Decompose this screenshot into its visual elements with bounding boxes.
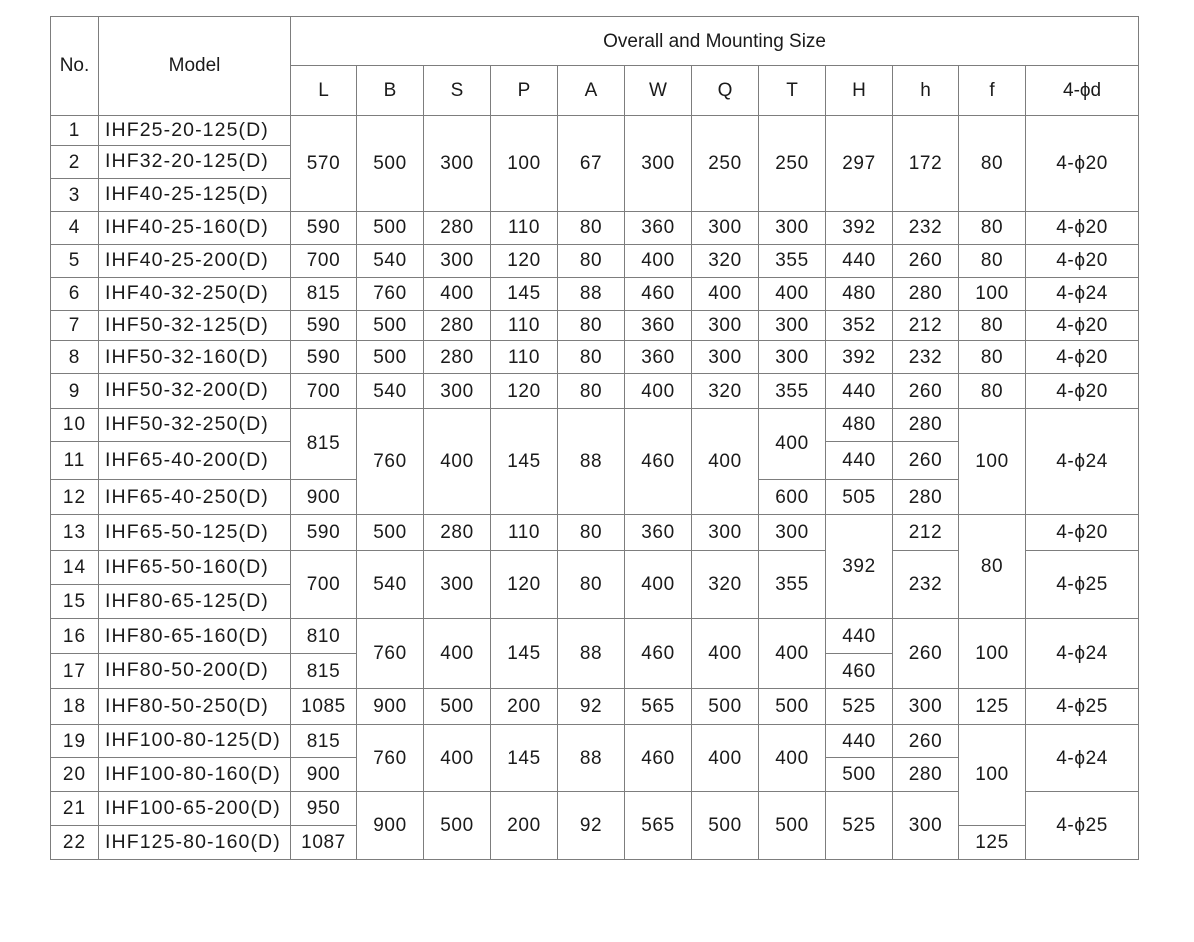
row-no: 21 (51, 792, 99, 825)
cell-B: 500 (357, 341, 424, 374)
cell-T: 400 (759, 277, 826, 310)
cell-H: 392 (826, 212, 893, 244)
cell-d: 4-ϕ25 (1026, 550, 1139, 618)
cell-Q: 320 (692, 374, 759, 408)
cell-d: 4-ϕ20 (1026, 311, 1139, 341)
cell-P: 100 (491, 115, 558, 212)
cell-h: 260 (893, 244, 959, 277)
cell-f: 80 (959, 212, 1026, 244)
cell-S: 280 (424, 341, 491, 374)
cell-H: 297 (826, 115, 893, 212)
cell-A: 80 (558, 341, 625, 374)
cell-L: 700 (291, 374, 357, 408)
header-col: A (558, 66, 625, 115)
cell-P: 200 (491, 792, 558, 860)
cell-P: 110 (491, 311, 558, 341)
row-no: 14 (51, 550, 99, 584)
cell-S: 400 (424, 408, 491, 515)
cell-h: 232 (893, 341, 959, 374)
cell-S: 300 (424, 374, 491, 408)
cell-Q: 300 (692, 311, 759, 341)
cell-d: 4-ϕ24 (1026, 277, 1139, 310)
header-col: S (424, 66, 491, 115)
cell-f: 125 (959, 688, 1026, 724)
cell-h: 280 (893, 408, 959, 441)
cell-S: 500 (424, 792, 491, 860)
header-col: L (291, 66, 357, 115)
cell-H: 440 (826, 619, 893, 654)
row-no: 3 (51, 179, 99, 212)
cell-S: 400 (424, 619, 491, 688)
cell-T: 355 (759, 374, 826, 408)
cell-A: 67 (558, 115, 625, 212)
cell-h: 172 (893, 115, 959, 212)
header-col: h (893, 66, 959, 115)
cell-A: 80 (558, 515, 625, 550)
row-model: IHF80-50-250(D) (99, 688, 291, 724)
header-col: T (759, 66, 826, 115)
cell-P: 200 (491, 688, 558, 724)
cell-h: 260 (893, 619, 959, 688)
cell-H: 392 (826, 341, 893, 374)
cell-d: 4-ϕ20 (1026, 115, 1139, 212)
row-no: 16 (51, 619, 99, 654)
cell-A: 88 (558, 619, 625, 688)
cell-A: 80 (558, 212, 625, 244)
cell-h: 280 (893, 277, 959, 310)
cell-B: 500 (357, 515, 424, 550)
cell-Q: 320 (692, 244, 759, 277)
header-no: No. (51, 17, 99, 116)
cell-P: 145 (491, 277, 558, 310)
cell-d: 4-ϕ20 (1026, 374, 1139, 408)
cell-B: 760 (357, 619, 424, 688)
row-model: IHF32-20-125(D) (99, 145, 291, 178)
cell-h: 300 (893, 688, 959, 724)
cell-Q: 300 (692, 212, 759, 244)
cell-H: 500 (826, 758, 893, 792)
row-no: 22 (51, 825, 99, 859)
row-model: IHF65-50-160(D) (99, 550, 291, 584)
cell-A: 80 (558, 244, 625, 277)
row-model: IHF100-65-200(D) (99, 792, 291, 825)
cell-T: 300 (759, 515, 826, 550)
cell-f: 80 (959, 515, 1026, 619)
cell-W: 460 (625, 724, 692, 791)
cell-f: 100 (959, 619, 1026, 688)
cell-H: 440 (826, 244, 893, 277)
cell-S: 300 (424, 115, 491, 212)
cell-B: 540 (357, 374, 424, 408)
cell-d: 4-ϕ20 (1026, 212, 1139, 244)
cell-S: 400 (424, 277, 491, 310)
header-col: P (491, 66, 558, 115)
cell-P: 120 (491, 374, 558, 408)
cell-Q: 400 (692, 619, 759, 688)
cell-P: 120 (491, 550, 558, 618)
cell-d: 4-ϕ25 (1026, 792, 1139, 860)
cell-f: 100 (959, 724, 1026, 825)
row-no: 5 (51, 244, 99, 277)
cell-A: 80 (558, 311, 625, 341)
header-col: H (826, 66, 893, 115)
row-model: IHF65-40-200(D) (99, 441, 291, 479)
cell-S: 280 (424, 212, 491, 244)
cell-H: 440 (826, 441, 893, 479)
cell-L: 570 (291, 115, 357, 212)
cell-T: 500 (759, 688, 826, 724)
row-model: IHF65-40-250(D) (99, 480, 291, 515)
cell-H: 440 (826, 374, 893, 408)
row-no: 13 (51, 515, 99, 550)
cell-Q: 250 (692, 115, 759, 212)
cell-W: 460 (625, 619, 692, 688)
cell-Q: 500 (692, 688, 759, 724)
cell-H: 392 (826, 515, 893, 619)
row-no: 6 (51, 277, 99, 310)
cell-T: 300 (759, 311, 826, 341)
cell-H: 505 (826, 480, 893, 515)
cell-f: 100 (959, 277, 1026, 310)
cell-T: 355 (759, 244, 826, 277)
cell-H: 440 (826, 724, 893, 757)
cell-h: 280 (893, 480, 959, 515)
cell-L: 590 (291, 515, 357, 550)
cell-Q: 300 (692, 515, 759, 550)
row-no: 9 (51, 374, 99, 408)
cell-L: 700 (291, 244, 357, 277)
cell-L: 590 (291, 311, 357, 341)
cell-S: 280 (424, 311, 491, 341)
cell-W: 460 (625, 408, 692, 515)
cell-W: 300 (625, 115, 692, 212)
cell-A: 80 (558, 374, 625, 408)
row-no: 17 (51, 654, 99, 688)
cell-d: 4-ϕ20 (1026, 341, 1139, 374)
row-no: 18 (51, 688, 99, 724)
cell-S: 300 (424, 550, 491, 618)
cell-L: 815 (291, 654, 357, 688)
cell-L: 900 (291, 480, 357, 515)
cell-T: 400 (759, 619, 826, 688)
cell-L: 590 (291, 341, 357, 374)
row-model: IHF40-25-200(D) (99, 244, 291, 277)
cell-A: 88 (558, 724, 625, 791)
header-col: 4-ϕd (1026, 66, 1139, 115)
cell-T: 400 (759, 408, 826, 480)
cell-f: 80 (959, 244, 1026, 277)
cell-L: 1087 (291, 825, 357, 859)
cell-d: 4-ϕ24 (1026, 619, 1139, 688)
cell-L: 810 (291, 619, 357, 654)
cell-W: 360 (625, 341, 692, 374)
cell-B: 760 (357, 408, 424, 515)
cell-W: 565 (625, 792, 692, 860)
row-model: IHF40-25-125(D) (99, 179, 291, 212)
cell-Q: 400 (692, 408, 759, 515)
row-no: 7 (51, 311, 99, 341)
cell-Q: 400 (692, 277, 759, 310)
cell-h: 300 (893, 792, 959, 860)
cell-A: 92 (558, 688, 625, 724)
cell-A: 88 (558, 277, 625, 310)
cell-B: 500 (357, 212, 424, 244)
cell-S: 500 (424, 688, 491, 724)
row-no: 11 (51, 441, 99, 479)
header-overall-mounting-size: Overall and Mounting Size (291, 17, 1139, 66)
cell-B: 540 (357, 244, 424, 277)
cell-L: 815 (291, 724, 357, 757)
cell-h: 260 (893, 374, 959, 408)
cell-T: 355 (759, 550, 826, 618)
row-model: IHF100-80-160(D) (99, 758, 291, 792)
cell-W: 360 (625, 515, 692, 550)
row-model: IHF50-32-200(D) (99, 374, 291, 408)
cell-B: 500 (357, 115, 424, 212)
cell-h: 280 (893, 758, 959, 792)
cell-P: 110 (491, 212, 558, 244)
cell-H: 525 (826, 688, 893, 724)
header-col: Q (692, 66, 759, 115)
row-no: 20 (51, 758, 99, 792)
row-model: IHF40-25-160(D) (99, 212, 291, 244)
cell-H: 352 (826, 311, 893, 341)
cell-H: 480 (826, 408, 893, 441)
cell-T: 300 (759, 212, 826, 244)
cell-T: 250 (759, 115, 826, 212)
cell-L: 1085 (291, 688, 357, 724)
row-model: IHF50-32-250(D) (99, 408, 291, 441)
cell-d: 4-ϕ20 (1026, 515, 1139, 550)
cell-H: 460 (826, 654, 893, 688)
cell-W: 360 (625, 311, 692, 341)
cell-Q: 300 (692, 341, 759, 374)
cell-H: 525 (826, 792, 893, 860)
cell-h: 260 (893, 441, 959, 479)
cell-h: 212 (893, 515, 959, 550)
row-model: IHF125-80-160(D) (99, 825, 291, 859)
row-model: IHF80-50-200(D) (99, 654, 291, 688)
row-no: 15 (51, 584, 99, 618)
cell-P: 110 (491, 341, 558, 374)
cell-W: 565 (625, 688, 692, 724)
header-model: Model (99, 17, 291, 116)
cell-L: 815 (291, 277, 357, 310)
row-no: 2 (51, 145, 99, 178)
cell-L: 815 (291, 408, 357, 480)
cell-L: 950 (291, 792, 357, 825)
cell-S: 280 (424, 515, 491, 550)
cell-P: 145 (491, 408, 558, 515)
cell-B: 760 (357, 724, 424, 791)
row-no: 1 (51, 115, 99, 145)
cell-W: 400 (625, 244, 692, 277)
cell-A: 92 (558, 792, 625, 860)
cell-S: 300 (424, 244, 491, 277)
cell-f: 125 (959, 825, 1026, 859)
cell-h: 232 (893, 550, 959, 618)
header-col: W (625, 66, 692, 115)
cell-f: 100 (959, 408, 1026, 515)
cell-f: 80 (959, 311, 1026, 341)
cell-W: 400 (625, 374, 692, 408)
cell-d: 4-ϕ25 (1026, 688, 1139, 724)
cell-T: 600 (759, 480, 826, 515)
cell-W: 400 (625, 550, 692, 618)
cell-L: 700 (291, 550, 357, 618)
cell-H: 480 (826, 277, 893, 310)
cell-P: 145 (491, 724, 558, 791)
header-col: f (959, 66, 1026, 115)
row-model: IHF40-32-250(D) (99, 277, 291, 310)
cell-Q: 320 (692, 550, 759, 618)
row-no: 12 (51, 480, 99, 515)
cell-P: 110 (491, 515, 558, 550)
cell-T: 500 (759, 792, 826, 860)
cell-B: 900 (357, 792, 424, 860)
header-col: B (357, 66, 424, 115)
cell-A: 88 (558, 408, 625, 515)
cell-Q: 400 (692, 724, 759, 791)
cell-d: 4-ϕ20 (1026, 244, 1139, 277)
cell-B: 900 (357, 688, 424, 724)
row-model: IHF50-32-160(D) (99, 341, 291, 374)
row-model: IHF25-20-125(D) (99, 115, 291, 145)
cell-h: 212 (893, 311, 959, 341)
row-model: IHF50-32-125(D) (99, 311, 291, 341)
row-model: IHF65-50-125(D) (99, 515, 291, 550)
cell-T: 300 (759, 341, 826, 374)
cell-W: 460 (625, 277, 692, 310)
cell-P: 120 (491, 244, 558, 277)
row-no: 4 (51, 212, 99, 244)
cell-h: 260 (893, 724, 959, 757)
cell-d: 4-ϕ24 (1026, 408, 1139, 515)
cell-B: 540 (357, 550, 424, 618)
cell-L: 590 (291, 212, 357, 244)
cell-T: 400 (759, 724, 826, 791)
cell-S: 400 (424, 724, 491, 791)
cell-d: 4-ϕ24 (1026, 724, 1139, 791)
cell-B: 500 (357, 311, 424, 341)
cell-f: 80 (959, 115, 1026, 212)
dimension-table (50, 16, 1139, 860)
row-model: IHF100-80-125(D) (99, 724, 291, 757)
cell-h: 232 (893, 212, 959, 244)
cell-P: 145 (491, 619, 558, 688)
row-no: 8 (51, 341, 99, 374)
cell-W: 360 (625, 212, 692, 244)
cell-L: 900 (291, 758, 357, 792)
row-no: 19 (51, 724, 99, 757)
row-model: IHF80-65-125(D) (99, 584, 291, 618)
cell-Q: 500 (692, 792, 759, 860)
row-no: 10 (51, 408, 99, 441)
cell-B: 760 (357, 277, 424, 310)
cell-f: 80 (959, 374, 1026, 408)
row-model: IHF80-65-160(D) (99, 619, 291, 654)
cell-A: 80 (558, 550, 625, 618)
cell-f: 80 (959, 341, 1026, 374)
